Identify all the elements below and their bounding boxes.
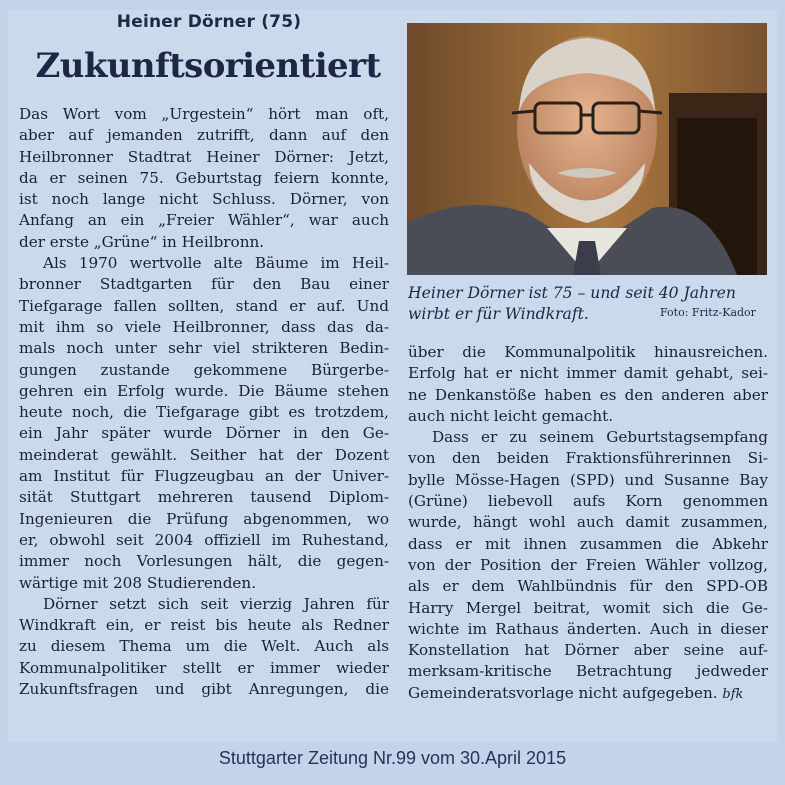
text-line-content: Gemeinderatsvorlage nicht aufgegeben. [408, 683, 718, 702]
text-line: aber auf jemanden zutrifft, dann auf den [19, 126, 389, 145]
text-line: Erfolg hat er nicht immer damit gehabt, sei- [408, 364, 768, 383]
source-footer: Stuttgarter Zeitung Nr.99 vom 30.April 2015 [218, 748, 567, 768]
text-line: wichte im Rathaus änderten. Auch in dieser [408, 619, 768, 638]
photo-credit: Foto: Fritz-Kador [660, 306, 756, 319]
text-line: Zukunftsfragen und gibt Anregungen, die [19, 680, 389, 699]
text-line: da er seinen 75. Geburtstag feiern konnte, [19, 168, 389, 187]
text-line: wurde, hängt wohl auch damit zusammen, [408, 513, 768, 532]
text-line: Heilbronner Stadtrat Heiner Dörner: Jetzt, [19, 147, 389, 166]
text-line: Harry Mergel beitrat, womit sich die Ge- [408, 598, 768, 617]
text-line: mit ihm so viele Heilbronner, dass das da- [19, 317, 389, 336]
portrait-photo [407, 23, 767, 275]
text-line: sität Stuttgart mehreren tausend Diplom- [19, 488, 389, 507]
text-line: meinderat gewählt. Seither hat der Dozent [19, 445, 389, 464]
author-signature: bfk [722, 686, 744, 702]
text-line: als er dem Wahlbündnis für den SPD-OB [408, 577, 768, 596]
text-line: Windkraft ein, er reist bis heute als Redner [19, 616, 389, 635]
portrait-illustration [407, 23, 767, 275]
text-line: Konstellation hat Dörner aber seine auf- [408, 641, 768, 660]
text-line: Das Wort vom „Urgestein“ hört man oft, [19, 105, 389, 123]
text-line: Anfang an ein „Freier Wähler“, war auch [19, 211, 389, 230]
text-line: heute noch, die Tiefgarage gibt es trotzdem, [19, 403, 389, 422]
text-line: wärtige mit 208 Studierenden. [19, 573, 257, 592]
text-line: immer noch Vorlesungen hält, die gegen- [19, 552, 389, 571]
text-line: von der Position der Freien Wähler vollzog, [408, 555, 768, 574]
text-line: Tiefgarage fallen sollten, stand er auf. Und [19, 296, 389, 315]
text-line: ne Denkanstöße haben es den anderen aber [408, 385, 768, 404]
caption-line: Heiner Dörner ist 75 – und seit 40 Jahren [408, 284, 736, 302]
text-line-last [408, 683, 768, 704]
text-line: Dass er zu seinem Geburtstagsempfang [432, 428, 768, 447]
text-line: gehren ein Erfolg wurde. Die Bäume stehen [19, 381, 389, 400]
article-headline: Zukunftsorientiert [35, 46, 381, 86]
text-line: ist noch lange nicht Schluss. Dörner, von [19, 190, 389, 209]
text-line: Ingenieuren die Prüfung abgenommen, wo [19, 509, 389, 528]
article-column-2 [408, 342, 768, 704]
text-line: der erste „Grüne“ in Heilbronn. [19, 232, 265, 251]
text-line: (Grüne) liebevoll aufs Korn genommen [408, 492, 768, 511]
text-line: Als 1970 wertvolle alte Bäume im Heil- [43, 254, 389, 273]
text-line: gungen zustande gekommene Bürgerbe- [19, 360, 389, 379]
text-line: am Institut für Flugzeugbau an der Univer- [19, 467, 389, 486]
text-line: über die Kommunalpolitik hinausreichen. [408, 343, 768, 361]
text-line: von den beiden Fraktionsführerinnen Si- [408, 449, 768, 468]
text-line: ein Jahr später wurde Dörner in den Ge- [19, 424, 389, 443]
text-line: bronner Stadtgarten für den Bau einer [19, 275, 389, 294]
text-line: merksam-kritische Betrachtung jedweder [408, 662, 768, 681]
text-line: er, obwohl seit 2004 offiziell im Ruhestand, [19, 530, 389, 549]
article-kicker: Heiner Dörner (75) [116, 12, 302, 32]
text-line: Dörner setzt sich seit vierzig Jahren für [43, 594, 389, 613]
text-line: Kommunalpolitiker stellt er immer wieder [19, 658, 389, 677]
caption-line: wirbt er für Windkraft. [408, 305, 589, 323]
text-line: zu diesem Thema um die Welt. Auch als [19, 637, 389, 656]
text-line: auch nicht leicht gemacht. [408, 406, 614, 425]
text-line: bylle Mösse-Hagen (SPD) und Susanne Bay [408, 470, 768, 489]
text-line: mals noch unter sehr viel strikteren Bedin- [19, 339, 389, 358]
article-column-1 [19, 104, 389, 700]
text-line: dass er mit ihnen zusammen die Abkehr [408, 534, 768, 553]
